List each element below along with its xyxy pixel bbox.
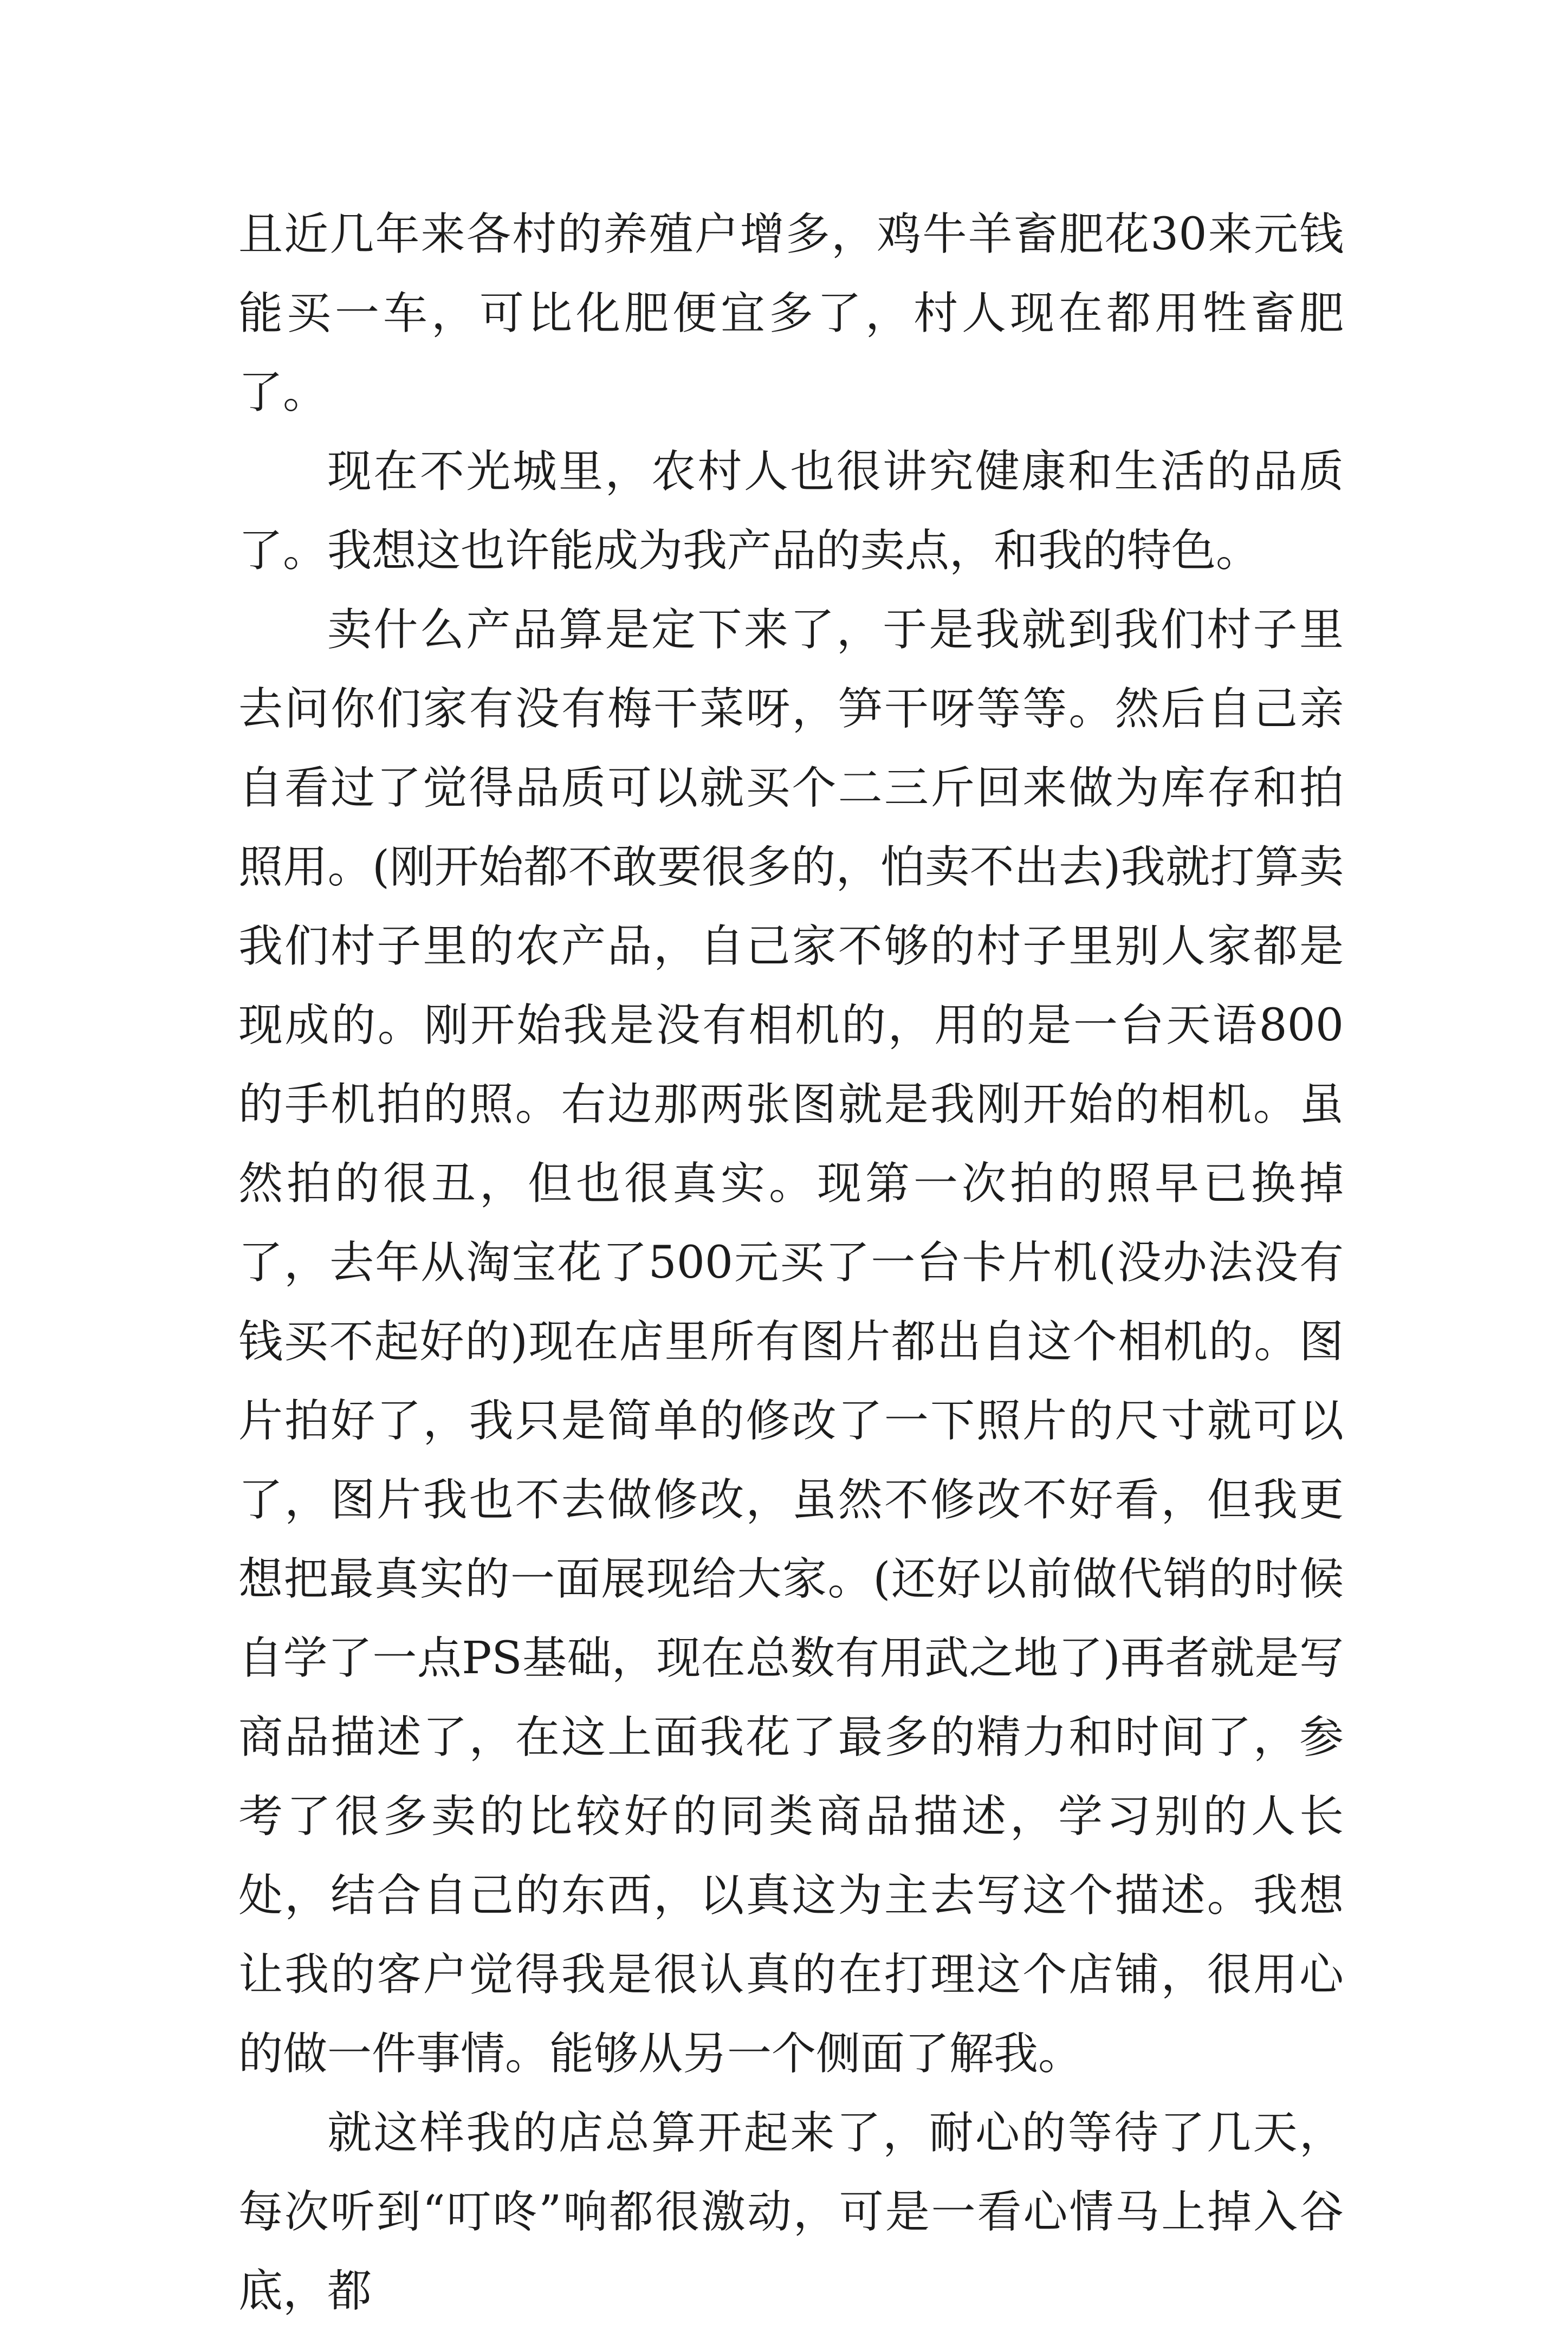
paragraph-4: 就这样我的店总算开起来了，耐心的等待了几天，每次听到“叮咚”响都很激动，可是一看心情马上掉入谷底，都	[238, 2107, 1344, 2317]
paragraph-3: 卖什么产品算是定下来了，于是我就到我们村子里去问你们家有没有梅干菜呀，笋干呀等等。然后自己亲自看过了觉得品质可以就买个二三斤回来做为库存和拍照用。(刚开始都不敢要很多的，怕卖不出去)我就打算卖我们村子里的农产品，自己家不够的村子里别人家都是现成的。刚开始我是没有相机的，用的是一台天语800的手机拍的照。右边那两张图就是我刚开始的相机。虽然拍的很丑，但也很真实。现第一次拍的照早已换掉了，去年从淘宝花了500元买了一台卡片机(没办法没有钱买不起好的)现在店里所有图片都出自这个相机的。图片拍好了，我只是简单的修改了一下照片的尺寸就可以了，图片我也不去做修改，虽然不修改不好看，但我更想把最真实的一面展现给大家。(还好以前做代销的时候自学了一点PS基础，现在总数有用武之地了)再者就是写商品描述了，在这上面我花了最多的精力和时间了，参考了很多卖的比较好的同类商品描述，学习别的人长处，结合自己的东西，以真这为主去写这个描述。我想让我的客户觉得我是很认真的在打理这个店铺，很用心的做一件事情。能够从另一个侧面了解我。	[238, 604, 1344, 2080]
paragraph-2: 现在不光城里，农村人也很讲究健康和生活的品质了。我想这也许能成为我产品的卖点，和我的特色。	[238, 446, 1344, 577]
paragraph-1: 且近几年来各村的养殖户增多，鸡牛羊畜肥花30来元钱能买一车，可比化肥便宜多了，村人现在都用牲畜肥了。	[238, 209, 1344, 418]
document-body	[238, 195, 1344, 2331]
